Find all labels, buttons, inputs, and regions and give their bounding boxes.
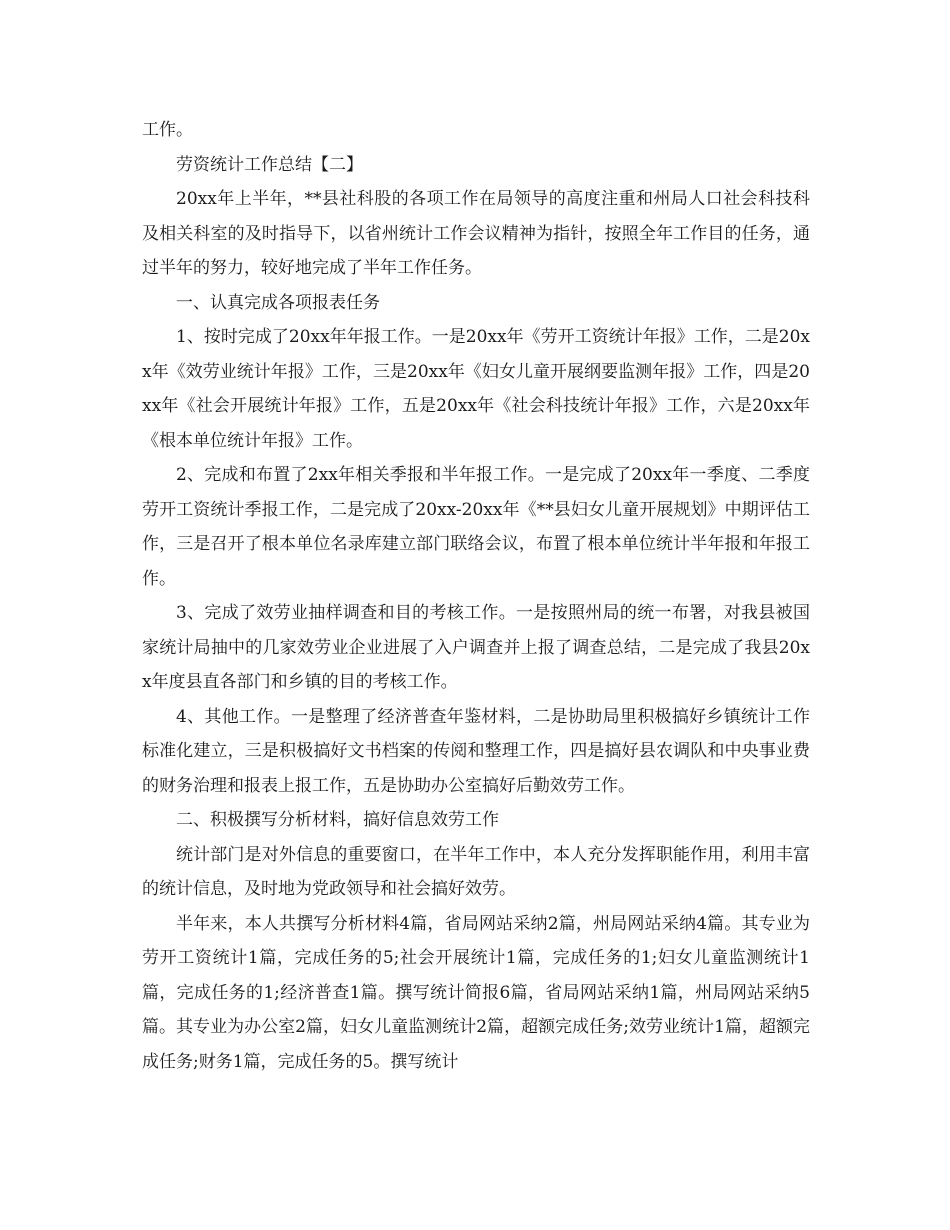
paragraph-item-4: 4、其他工作。一是整理了经济普查年鉴材料，二是协助局里积极搞好乡镇统计工作标准化建立，三是积极搞好文书档案的传阅和整理工作，四是搞好县农调队和中央事业费的财务治理和报表上报工作，五是协助办公室搞好后勤效劳工作。 [142,706,810,796]
paragraph-half-year-summary: 半年来，本人共撰写分析材料4篇，省局网站采纳2篇，州局网站采纳4篇。其专业为劳开工资统计1篇，完成任务的5;社会开展统计1篇，完成任务的1;妇女儿童监测统计1篇，完成任务的1;经济普查1篇。撰写统计简报6篇，省局网站采纳1篇，州局网站采纳5篇。其专业为办公室2篇，妇女儿童监测统计2篇，超额完成任务;效劳业统计1篇，超额完成任务;财务1篇，完成任务的5。撰写统计 [142,913,810,1072]
paragraph-item-1: 1、按时完成了20xx年年报工作。一是20xx年《劳开工资统计年报》工作，二是20xx年《效劳业统计年报》工作，三是20xx年《妇女儿童开展纲要监测年报》工作，四是20xx年《社会开展统计年报》工作，五是20xx年《社会科技统计年报》工作，六是20xx年《根本单位统计年报》工作。 [142,327,810,451]
paragraph-item-2: 2、完成和布置了2xx年相关季报和半年报工作。一是完成了20xx年一季度、二季度劳开工资统计季报工作，二是完成了20xx-20xx年《**县妇女儿童开展规划》中期评估工作，三是召开了根本单位名录库建立部门联络会议，布置了根本单位统计半年报和年报工作。 [142,465,810,589]
heading-analysis-materials: 二、积极撰写分析材料，搞好信息效劳工作 [176,810,499,830]
section-title: 劳资统计工作总结【二】 [176,154,363,175]
paragraph-continuation: 工作。 [142,120,193,140]
paragraph-item-3: 3、完成了效劳业抽样调查和目的考核工作。一是按照州局的统一布署，对我县被国家统计局抽中的几家效劳业企业进展了入户调查并上报了调查总结，二是完成了我县20xx年度县直各部门和乡镇的目的考核工作。 [142,603,810,692]
document-body [142,113,810,1079]
heading-reporting-tasks: 一、认真完成各项报表任务 [176,292,380,313]
paragraph-intro: 20xx年上半年，**县社科股的各项工作在局领导的高度注重和州局人口社会科技科及相关科室的及时指导下，以省州统计工作会议精神为指针，按照全年工作目的任务，通过半年的努力，较好地完成了半年工作任务。 [142,189,810,278]
paragraph-info-window: 统计部门是对外信息的重要窗口，在半年工作中，本人充分发挥职能作用，利用丰富的统计信息，及时地为党政领导和社会搞好效劳。 [142,844,810,899]
